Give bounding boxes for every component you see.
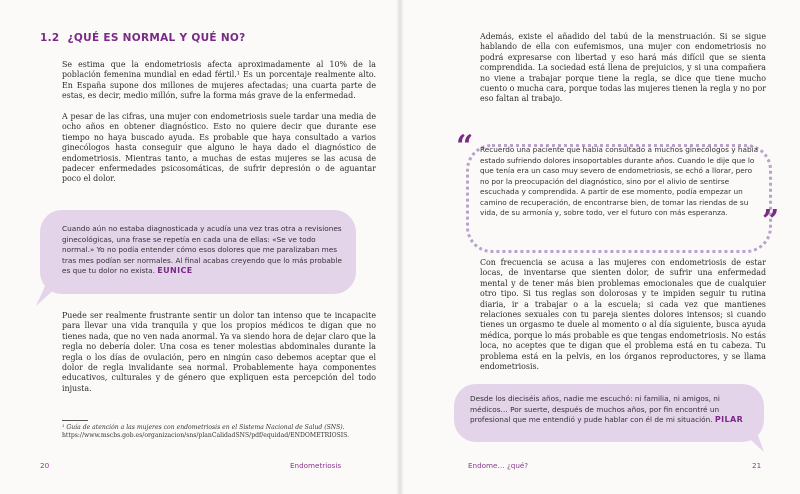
footnote-url: https://www.mscbs.gob.es/organizacion/sns/planCalidadSNS/pdf/equidad/ENDOMETRIOSIS. [62,432,350,440]
open-quote-icon: “ [456,129,474,164]
testimonial-author: PILAR [714,415,744,425]
running-head-left: Endometriosis [290,461,342,470]
footnote [62,424,376,441]
right-paragraph-2: Con frecuencia se acusa a las mujeres con endometriosis de estar locas, de inventarse que sienten dolor, de sufrir una enfermedad mental y de tener más bien problemas emocionales que de cualquier otro tipo. Si tus reglas son dolorosas y te impiden seguir tu rutina diaria, ir a trabajar o a la escuela; si cada vez que mantienes relaciones sexuales con tu pareja sientes dolores intensos; si cuando tienes un orgasmo te duele al momento o al día siguiente, busca ayuda médica, porque lo más probable es que tengas endometriosis. No estás loca, no aceptes que te digan que el problema está en tu cabeza. Tu problema está en la pelvis, en los órganos reproductores, y se llama endometriosis. [480,258,766,372]
testimonial-quote: Desde los dieciséis años, nadie me escuchó: ni familia, ni amigos, ni médicos… Por suerte, después de muchos años, por fin encontré un profesional que me entendió y pude hablar con él de mi situación. [470,394,720,425]
bubble-tail [742,430,764,452]
testimonial-text-eunice [62,224,344,277]
close-quote-icon: ” [762,204,780,239]
doctor-quote: Recuerdo una paciente que había consultado a muchos ginecólogos y había estado sufriendo dolores insoportables durante años. Cuando le dije que lo que tenía era un caso muy severo de endometriosis, se echó a llorar, pero no por la preocupación del diagnóstico, sino por el alivio de sentirse escuchada y comprendida. A partir de ese momento, podía empezar un camino de recuperación, de encontrarse bien, de tomar las riendas de su vida, de su armonía y, sobre todo, ver el futuro con más esperanza. [480,145,759,217]
section-title: ¿QUÉ ES NORMAL Y QUÉ NO? [67,32,246,44]
testimonial-author: EUNICE [157,266,193,276]
section-heading [40,32,246,44]
testimonial-quote: Cuando aún no estaba diagnosticada y acudía una vez tras otra a revisiones ginecológicas, una frase se repetía en cada una de ellas: «Se ve todo normal.» Yo no podía entender cómo esos dolores que me paralizaban mes tras mes podían ser normales. Al final acabas creyendo que lo más probable es que tu dolor no exista. [62,224,342,276]
running-head-right: Endome… ¿qué? [468,461,529,470]
left-paragraph-2: A pesar de las cifras, una mujer con endometriosis suele tardar una media de ocho años en obtener diagnóstico. Esto no quiere decir que durante ese tiempo no haya buscado ayuda. Es probable que haya consultado a varios ginecólogos hasta conseguir que alguno le haya dado el diagnóstico de endometriosis. Mientras tanto, a muchas de estas mujeres se las acusa de padecer enfermedades psicosomáticas, de sufrir depresión o de aguantar poco el dolor. [62,112,376,184]
footnote-rule [62,420,88,421]
right-paragraph-1: Además, existe el añadido del tabú de la menstruación. Si se sigue hablando de ella con eufemismos, una mujer con endometriosis no podrá expresarse con libertad y eso hará más difícil que se sienta comprendida. La sociedad está llena de prejuicios, y si una compañera no viene a trabajar porque tiene la regla, se dice que tiene mucho cuento o mucha cara, porque todas las mujeres tienen la regla y no por eso faltan al trabajo. [480,32,766,104]
left-paragraph-3: Puede ser realmente frustrante sentir un dolor tan intenso que te incapacite para llevar una vida tranquila y que los propios médicos te digan que no tienes nada, que no ven nada anormal. Ya va siendo hora de dejar claro que la regla no debería doler. Una cosa es tener molestias abdominales durante la regla o los días de ovulación, pero en ningún caso debemos aceptar que el dolor de regla invalidante sea normal. Probablemente haya componentes educativos, culturales y de género que expliquen esta percepción del todo injusta. [62,311,376,393]
page-number-right: 21 [752,461,762,470]
bubble-tail [36,284,58,306]
footnote-title: ¹ Guía de atención a las mujeres con endometriosis en el Sistema Nacional de Salud (SNS). [62,424,345,431]
page-number-left: 20 [40,461,50,470]
book-gutter [396,0,404,494]
section-number: 1.2 [40,32,60,44]
testimonial-text-pilar [470,394,752,426]
left-paragraph-1: Se estima que la endometriosis afecta aproximadamente al 10% de la población femenina mundial en edad fértil.¹ Es un porcentaje realmente alto. En España supone dos millones de mujeres afectadas; una cuarta parte de estas, es decir, medio millón, sufre la forma más grave de la enfermedad. [62,60,376,101]
